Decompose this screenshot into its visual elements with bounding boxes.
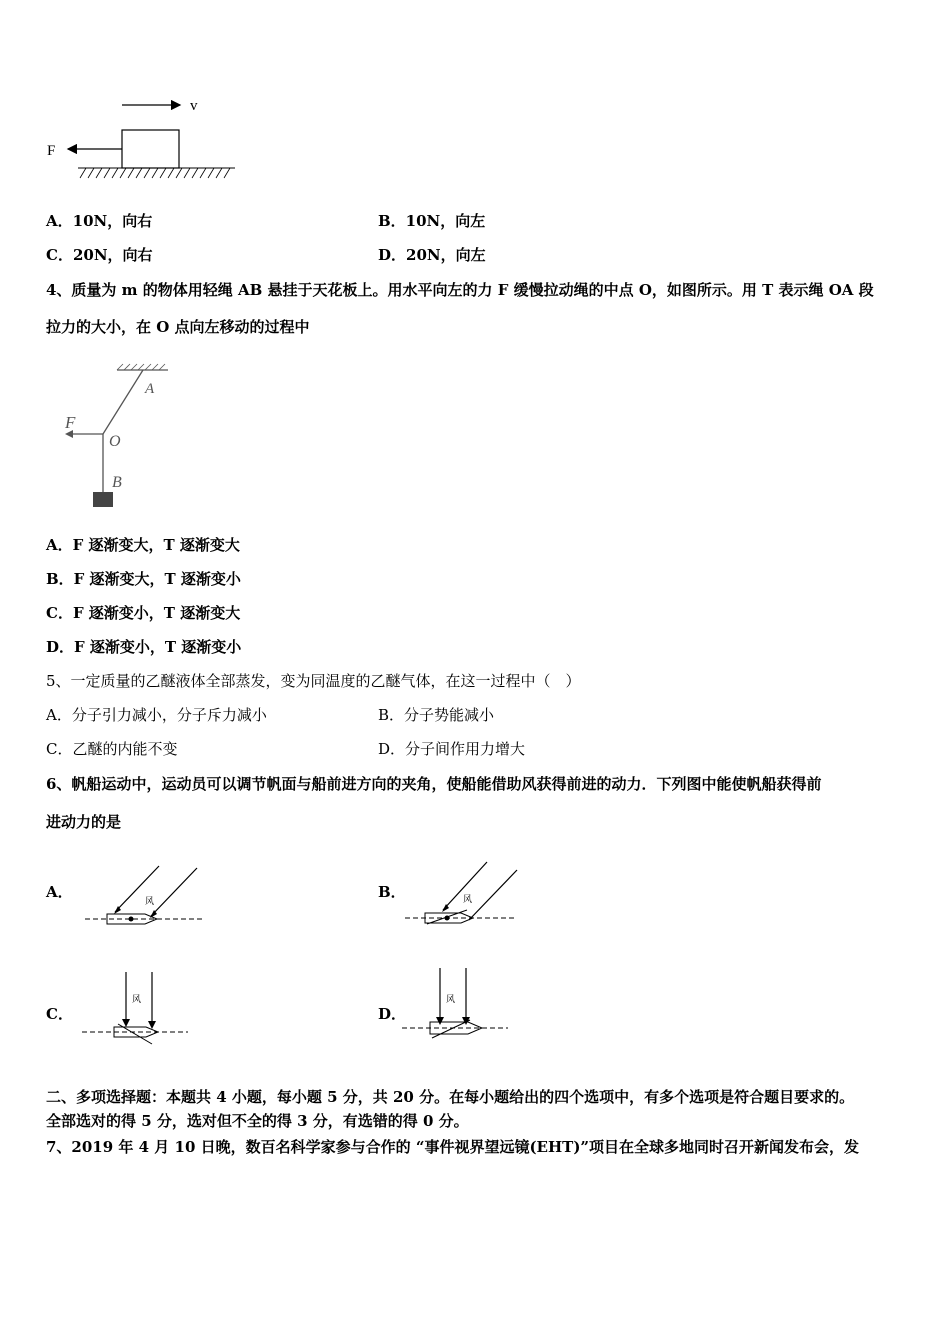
- q6-option-a[interactable]: A．: [46, 883, 73, 901]
- point-o-label: O: [109, 433, 121, 450]
- sail-figure-b: [405, 858, 535, 933]
- q4-stem-line2: 拉力的大小，在 O 点向左移动的过程中: [46, 318, 310, 336]
- wind-label: 风: [446, 995, 456, 1005]
- section2-line1: 二、多项选择题：本题共 4 小题，每小题 5 分，共 20 分。在每小题给出的四个选项中，有多个选项是符合题目要求的。: [46, 1088, 855, 1106]
- ceiling-hatch: [117, 364, 165, 370]
- sail-figure-a: [85, 862, 215, 937]
- q4-option-c[interactable]: C．F 逐渐变小，T 逐渐变大: [46, 604, 241, 622]
- force-f-label: F: [65, 413, 76, 432]
- q5-stem: 5、一定质量的乙醚液体全部蒸发，变为同温度的乙醚气体，在这一过程中（ ）: [46, 672, 581, 690]
- q5-option-d[interactable]: D．分子间作用力增大: [378, 740, 526, 758]
- block-force-figure: [40, 95, 240, 185]
- q4-option-d[interactable]: D．F 逐渐变小，T 逐渐变小: [46, 638, 242, 656]
- rope-oa: [103, 370, 143, 434]
- wind-label: 风: [463, 895, 473, 905]
- q6-option-c[interactable]: C．: [46, 1005, 73, 1023]
- q3-option-c[interactable]: C．20N，向右: [46, 246, 153, 264]
- q3-option-a[interactable]: A．10N，向右: [46, 212, 153, 230]
- q4-option-a[interactable]: A．F 逐渐变大，T 逐渐变大: [46, 536, 240, 554]
- q3-option-b[interactable]: B．10N，向左: [378, 212, 486, 230]
- point-b-label: B: [112, 474, 122, 491]
- q6-stem-line1: 6、帆船运动中，运动员可以调节帆面与船前进方向的夹角，使船能借助风获得前进的动力．下列图中能使帆船获得前: [46, 775, 822, 793]
- q7-stem-line1: 7、2019 年 4 月 10 日晚，数百名科学家参与合作的 “事件视界望远镜(EHT)”项目在全球多地同时召开新闻发布会，发: [46, 1138, 860, 1156]
- q4-stem-line1: 4、质量为 m 的物体用轻绳 AB 悬挂于天花板上。用水平向左的力 F 缓慢拉动绳的中点 O，如图所示。用 T 表示绳 OA 段: [46, 281, 874, 299]
- block: [122, 130, 179, 168]
- q4-option-b[interactable]: B．F 逐渐变大，T 逐渐变小: [46, 570, 241, 588]
- wind-label: 风: [132, 995, 142, 1005]
- rope-figure: [55, 362, 185, 512]
- q6-option-d[interactable]: D．: [378, 1005, 407, 1023]
- velocity-label: v: [190, 98, 198, 114]
- q5-option-a[interactable]: A．分子引力减小，分子斥力减小: [46, 706, 267, 724]
- q3-option-d[interactable]: D．20N，向左: [378, 246, 486, 264]
- q6-stem-line2: 进动力的是: [46, 813, 122, 831]
- q5-option-c[interactable]: C．乙醚的内能不变: [46, 740, 178, 758]
- q5-option-b[interactable]: B．分子势能减小: [378, 706, 495, 724]
- force-label: F: [47, 143, 56, 159]
- wind-label: 风: [145, 897, 155, 907]
- section2-line2: 全部选对的得 5 分，选对但不全的得 3 分，有选错的得 0 分。: [46, 1112, 469, 1130]
- sail-figure-c: [82, 968, 202, 1053]
- point-a-label: A: [145, 381, 155, 397]
- ground-hatch: [80, 168, 230, 178]
- hanging-mass: [93, 492, 113, 507]
- sail-figure-d: [402, 964, 522, 1049]
- q6-option-b[interactable]: B．: [378, 883, 406, 901]
